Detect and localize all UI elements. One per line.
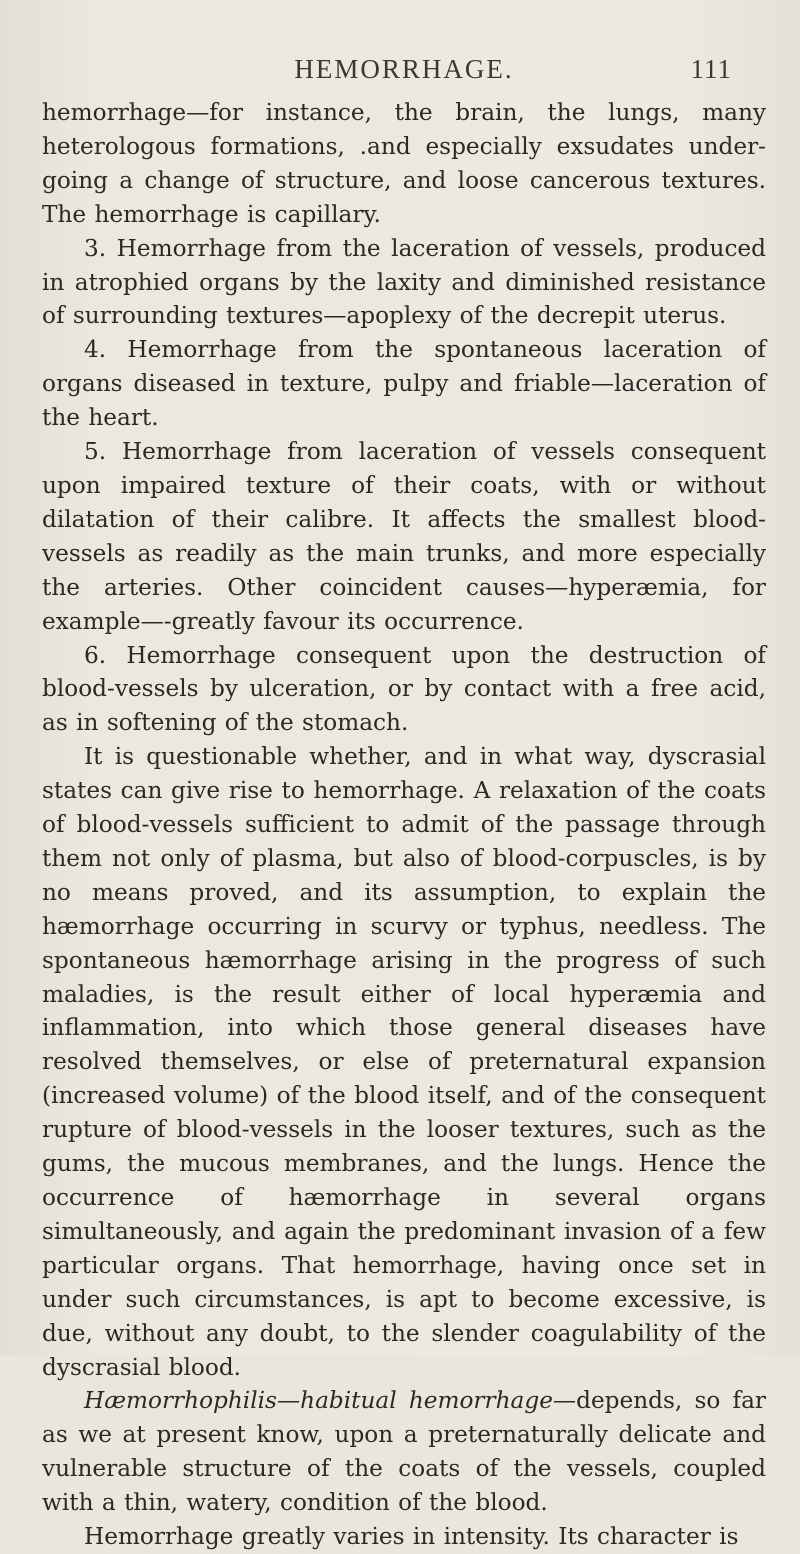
paragraph-continuation: hemorrhage—for instance, the brain, the lungs, many heterologous formations, .and especially exsudates under-going a change of structure, and loose cancerous textures. The hemorrhage is capillary. <box>42 99 766 228</box>
paragraph-intensity: Hemorrhage greatly varies in intensity. Its character is <box>84 1523 739 1551</box>
paragraph-haemophilia <box>42 1384 766 1520</box>
paragraph-item-4: 4. Hemorrhage from the spontaneous laceration of organs diseased in texture, pulpy and friable—laceration of the heart. <box>42 336 766 432</box>
body-text <box>42 96 766 1554</box>
haemophilia-term: Hæmorrhophilis—habitual hemorrhage <box>84 1387 553 1415</box>
running-title: HEMORRHAGE. <box>294 54 514 84</box>
page-number: 111 <box>690 54 732 84</box>
paragraph-dyscrasial-states: It is questionable whether, and in what way, dyscrasial states can give rise to hemorrhage. A relaxation of the coats of blood-vessels sufficient to admit of the passage through them not only of plasma, but also of blood-corpuscles, is by no means proved, and its assumption, to explain the hæmorrhage occurring in scurvy or typhus, needless. The spontaneous hæmorrhage arising in the progress of such maladies, is the result either of local hyperæmia and inflammation, into which those general diseases have resolved themselves, or else of preternatural expansion (increased volume) of the blood itself, and of the consequent rupture of blood-vessels in the looser textures, such as the gums, the mucous membranes, and the lungs. Hence the occurrence of hæmorrhage in several organs simultaneously, and again the predominant invasion of a few particular organs. That hemorrhage, having once set in under such circumstances, is apt to become excessive, is due, without any doubt, to the slender coagulability of the dyscrasial blood. <box>42 743 766 1381</box>
running-header <box>42 50 766 92</box>
paragraph-item-5: 5. Hemorrhage from laceration of vessels consequent upon impaired texture of their coats, with or without dilatation of their calibre. It affects the smallest blood-vessels as readily as the main trunks, and more especially the arteries. Other coincident causes—hyperæmia, for example—-greatly favour its occurrence. <box>42 438 766 635</box>
paragraph-item-6: 6. Hemorrhage consequent upon the destruction of blood-vessels by ulceration, or by contact with a free acid, as in softening of the stomach. <box>42 641 766 737</box>
haemophilia-text: —depends, so far as we at present know, upon a preternaturally delicate and vulnerable structure of the coats of the vessels, coupled with a thin, watery, condition of the blood. <box>42 1387 766 1517</box>
paragraph-item-3: 3. Hemorrhage from the laceration of vessels, produced in atrophied organs by the laxity and diminished resistance of surrounding textures—apoplexy of the decrepit uterus. <box>42 234 766 330</box>
